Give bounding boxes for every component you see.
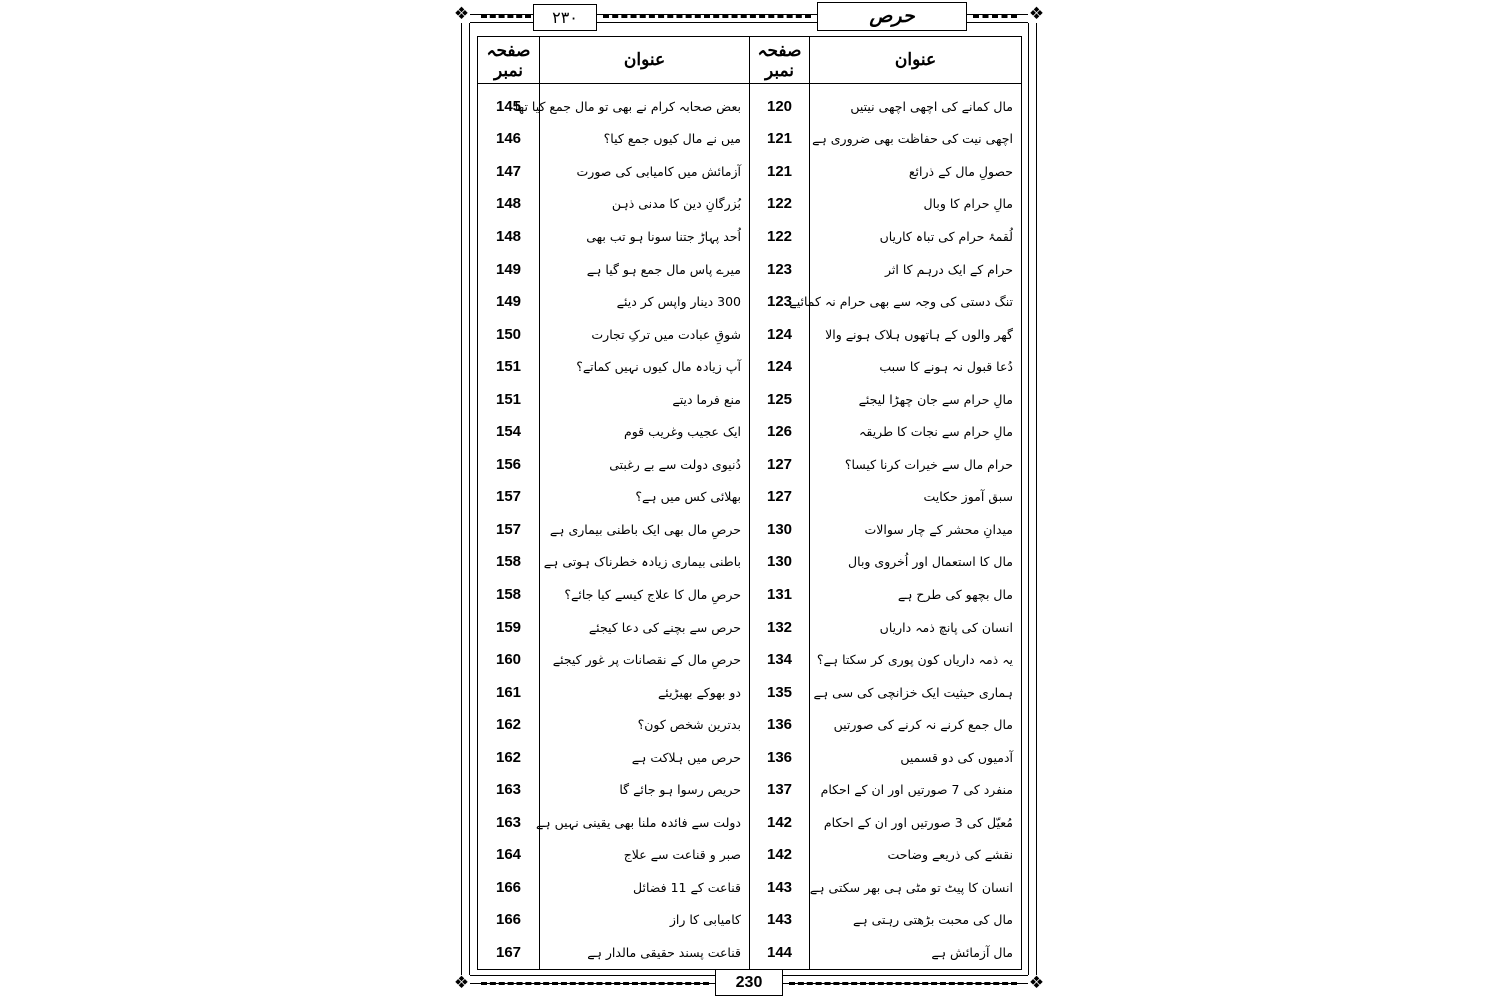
entry-page: 149 xyxy=(495,260,522,278)
table-row xyxy=(478,220,1022,253)
entry-title: اچھی نیت کی حفاظت بھی ضروری ہے xyxy=(810,123,1022,156)
column-header-page-right: صفحہ نمبر xyxy=(750,37,810,84)
entry-title: مالِ حرام سے نجات کا طریقہ xyxy=(810,416,1022,449)
entry-page: 144 xyxy=(750,936,810,969)
table-row xyxy=(478,84,1022,123)
entry-page: 163 xyxy=(495,813,522,831)
entry-page: 123 xyxy=(750,253,810,286)
entry-title: کامیابی کا راز xyxy=(540,904,750,937)
entry-title: ایک عجیب وغریب قوم xyxy=(540,416,750,449)
entry-page: 166 xyxy=(495,911,522,929)
entry-page: 162 xyxy=(495,716,522,734)
entry-page: 157 xyxy=(495,488,522,506)
entry-title: حرام مال سے خیرات کرنا کیسا؟ xyxy=(810,448,1022,481)
table-row xyxy=(478,936,1022,969)
entry-page: 143 xyxy=(750,871,810,904)
entry-page: 151 xyxy=(495,390,522,408)
entry-title: نقشے کی ذریعے وضاحت xyxy=(810,839,1022,872)
entry-title: یہ ذمہ داریاں کون پوری کر سکتا ہے؟ xyxy=(810,643,1022,676)
entry-page: 167 xyxy=(495,944,522,962)
entry-page: 142 xyxy=(750,806,810,839)
entry-title: مالِ حرام سے جان چھڑا لیجئے xyxy=(810,383,1022,416)
entry-title: آزمائش میں کامیابی کی صورت xyxy=(540,155,750,188)
table-row xyxy=(478,513,1022,546)
entry-title: مُعیّل کی 3 صورتیں اور ان کے احکام xyxy=(810,806,1022,839)
entry-page: 145 xyxy=(495,97,522,115)
entry-title: مال بچھو کی طرح ہے xyxy=(810,578,1022,611)
table-row xyxy=(478,578,1022,611)
entry-page: 148 xyxy=(495,227,522,245)
entry-title: باطنی بیماری زیادہ خطرناک ہوتی ہے xyxy=(540,546,750,579)
corner-ornament-icon: ❖ xyxy=(1028,973,1045,993)
entry-page: 150 xyxy=(495,325,522,343)
entry-page: 125 xyxy=(750,383,810,416)
header-page-number: ۲۳۰ xyxy=(533,4,597,31)
entry-title: حرص میں ہلاکت ہے xyxy=(540,741,750,774)
table-row xyxy=(478,481,1022,514)
entry-page: 135 xyxy=(750,676,810,709)
entry-page: 130 xyxy=(750,546,810,579)
entry-page: 148 xyxy=(495,195,522,213)
entry-page: 154 xyxy=(495,423,522,441)
entry-title: منع فرما دیتے xyxy=(540,383,750,416)
entry-title: حرام کے ایک درہم کا اثر xyxy=(810,253,1022,286)
table-row xyxy=(478,904,1022,937)
entry-title: 300 دینار واپس کر دیئے xyxy=(540,285,750,318)
table-row xyxy=(478,188,1022,221)
column-header-page-left: صفحہ نمبر xyxy=(478,37,540,84)
table-header-row xyxy=(478,37,1022,84)
table-row xyxy=(478,676,1022,709)
entry-title: ہماری حیثیت ایک خزانچی کی سی ہے xyxy=(810,676,1022,709)
entry-title: دُعا قبول نہ ہونے کا سبب xyxy=(810,350,1022,383)
entry-page: 163 xyxy=(495,781,522,799)
entry-title: اُحد پہاڑ جتنا سونا ہو تب بھی xyxy=(540,220,750,253)
entry-title: مال کا استعمال اور اُخروی وبال xyxy=(810,546,1022,579)
entry-title: لُقمۂ حرام کی تباہ کاریاں xyxy=(810,220,1022,253)
entry-title: حرصِ مال کے نقصانات پر غور کیجئے xyxy=(540,643,750,676)
corner-ornament-icon: ❖ xyxy=(1028,4,1045,24)
entry-title: انسان کی پانچ ذمہ داریاں xyxy=(810,611,1022,644)
entry-title: میرے پاس مال جمع ہو گیا ہے xyxy=(540,253,750,286)
entry-page: 136 xyxy=(750,741,810,774)
table-row xyxy=(478,611,1022,644)
entry-title: میں نے مال کیوں جمع کیا؟ xyxy=(540,123,750,156)
top-ornament-left xyxy=(481,15,531,18)
table-row xyxy=(478,806,1022,839)
entry-title: صبر و قناعت سے علاج xyxy=(540,839,750,872)
entry-page: 134 xyxy=(750,643,810,676)
entry-page: 126 xyxy=(750,416,810,449)
column-header-title-left: عنوان xyxy=(540,37,750,84)
entry-page: 142 xyxy=(750,839,810,872)
entry-page: 122 xyxy=(750,188,810,221)
entry-page: 123 xyxy=(750,285,810,318)
bottom-ornament-right xyxy=(789,982,1017,985)
entry-page: 162 xyxy=(495,748,522,766)
entry-title: مال آزمائش ہے xyxy=(810,936,1022,969)
entry-page: 166 xyxy=(495,878,522,896)
entry-page: 160 xyxy=(495,651,522,669)
entry-title: حرص سے بچنے کی دعا کیجئے xyxy=(540,611,750,644)
entry-page: 158 xyxy=(495,553,522,571)
table-row xyxy=(478,839,1022,872)
footer-page-number: 230 xyxy=(715,969,783,996)
entry-page: 120 xyxy=(750,84,810,123)
entry-title: بھلائی کس میں ہے؟ xyxy=(540,481,750,514)
corner-ornament-icon: ❖ xyxy=(453,4,470,24)
table-row xyxy=(478,318,1022,351)
entry-title: مال کی محبت بڑھتی رہتی ہے xyxy=(810,904,1022,937)
entry-title: حرصِ مال بھی ایک باطنی بیماری ہے xyxy=(540,513,750,546)
table-row xyxy=(478,871,1022,904)
bottom-ornament-left xyxy=(481,982,709,985)
entry-page: 164 xyxy=(495,846,522,864)
entry-page: 137 xyxy=(750,774,810,807)
entry-page: 121 xyxy=(750,155,810,188)
entry-page: 151 xyxy=(495,358,522,376)
entry-page: 143 xyxy=(750,904,810,937)
table-row xyxy=(478,155,1022,188)
entry-title: حرصِ مال کا علاج کیسے کیا جائے؟ xyxy=(540,578,750,611)
entry-page: 127 xyxy=(750,481,810,514)
entry-title: مالِ حرام کا وبال xyxy=(810,188,1022,221)
table-row xyxy=(478,643,1022,676)
entry-title: سبق آموز حکایت xyxy=(810,481,1022,514)
entry-page: 124 xyxy=(750,350,810,383)
header-book-title: حرص xyxy=(817,2,967,31)
entry-page: 157 xyxy=(495,520,522,538)
entry-title: منفرد کی 7 صورتیں اور ان کے احکام xyxy=(810,774,1022,807)
entry-page: 132 xyxy=(750,611,810,644)
table-row xyxy=(478,708,1022,741)
entry-title: تنگ دستی کی وجہ سے بھی حرام نہ کمائیے xyxy=(810,285,1022,318)
entry-page: 158 xyxy=(495,586,522,603)
entry-page: 130 xyxy=(750,513,810,546)
column-header-title-right: عنوان xyxy=(810,37,1022,84)
entry-page: 121 xyxy=(750,123,810,156)
entry-title: قناعت پسند حقیقی مالدار ہے xyxy=(540,936,750,969)
entry-title: میدانِ محشر کے چار سوالات xyxy=(810,513,1022,546)
table-row xyxy=(478,546,1022,579)
entry-title: گھر والوں کے ہاتھوں ہلاک ہونے والا xyxy=(810,318,1022,351)
entry-title: شوقِ عبادت میں ترکِ تجارت xyxy=(540,318,750,351)
entry-page: 124 xyxy=(750,318,810,351)
entry-title: دُنیوی دولت سے بے رغبتی xyxy=(540,448,750,481)
entry-title: انسان کا پیٹ تو مٹی ہی بھر سکتی ہے xyxy=(810,871,1022,904)
entry-page: 149 xyxy=(495,293,522,311)
entry-page: 161 xyxy=(495,683,522,701)
entry-page: 127 xyxy=(750,448,810,481)
table-row xyxy=(478,416,1022,449)
entry-page: 131 xyxy=(750,578,810,611)
table-row xyxy=(478,448,1022,481)
entry-title: دو بھوکے بھیڑیئے xyxy=(540,676,750,709)
corner-ornament-icon: ❖ xyxy=(453,973,470,993)
entry-title: آدمیوں کی دو قسمیں xyxy=(810,741,1022,774)
table-row xyxy=(478,253,1022,286)
entry-page: 147 xyxy=(495,162,522,180)
top-ornament-right xyxy=(973,15,1017,18)
entry-title: مال کمانے کی اچھی اچھی نیتیں xyxy=(810,84,1022,123)
entry-page: 136 xyxy=(750,708,810,741)
table-row xyxy=(478,285,1022,318)
table-row xyxy=(478,383,1022,416)
table-row xyxy=(478,741,1022,774)
entry-title: بعض صحابہ کرام نے بھی تو مال جمع کیا تھا xyxy=(540,84,750,123)
book-page xyxy=(453,0,1045,1000)
entry-page: 146 xyxy=(495,130,522,148)
entry-title: قناعت کے 11 فضائل xyxy=(540,871,750,904)
entry-title: مال جمع کرنے نہ کرنے کی صورتیں xyxy=(810,708,1022,741)
entry-page: 122 xyxy=(750,220,810,253)
table-row xyxy=(478,123,1022,156)
entry-page: 159 xyxy=(495,618,522,636)
entry-title: دولت سے فائدہ ملنا بھی یقینی نہیں ہے xyxy=(540,806,750,839)
entry-title: بدترین شخص کون؟ xyxy=(540,708,750,741)
entry-title: بُزرگانِ دین کا مدنی ذہن xyxy=(540,188,750,221)
contents-table xyxy=(477,36,1022,970)
entry-page: 156 xyxy=(495,455,522,473)
table-row xyxy=(478,350,1022,383)
top-ornament-middle xyxy=(603,15,811,18)
entry-title: آپ زیادہ مال کیوں نہیں کماتے؟ xyxy=(540,350,750,383)
table-row xyxy=(478,774,1022,807)
entry-title: حصولِ مال کے ذرائع xyxy=(810,155,1022,188)
entry-title: حریص رسوا ہو جائے گا xyxy=(540,774,750,807)
